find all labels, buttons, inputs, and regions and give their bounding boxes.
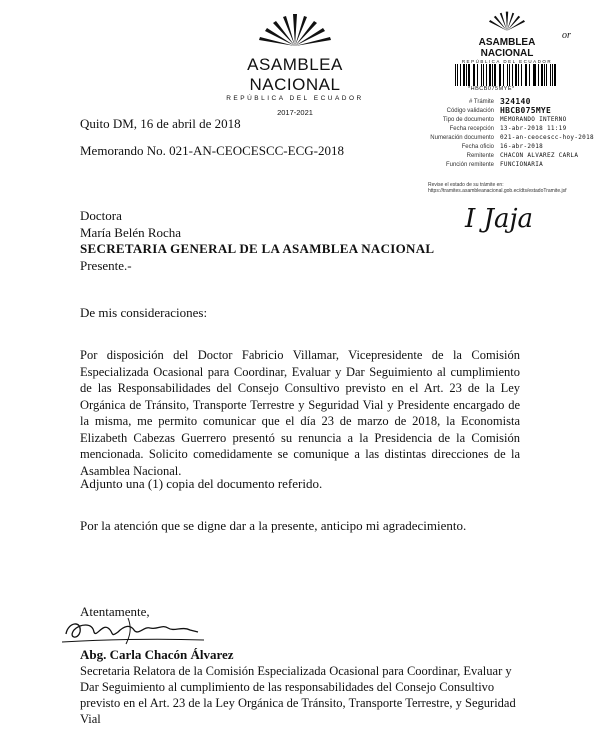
- stamp-org-name: ASAMBLEA NACIONAL: [478, 37, 536, 59]
- barcode-bar: [455, 64, 456, 86]
- barcode-bar: [507, 64, 508, 86]
- paragraph-1: Por disposición del Doctor Fabricio Villamar, Vicepresidente de la Comisión Especializada Ocasional para Coordinar, Evaluar y Dar Seguimiento al cumplimiento de las Responsabilidades del Consejo Consultivo previsto en el Art. 23 de la Ley Orgánica de Tránsito, Transporte Terrestre y Seguridad Vial y Presidente encargado de la misma, me permito comunicar que el día 23 de marzo de 2018, la Economista Elizabeth Cabezas Guerrero presentó su renuncia a la Presidencia de la Comisión mencionada. Solicito comedidamente se comunique a las distintas direcciones de la Asamblea Nacional.: [80, 348, 520, 478]
- stamp-row: Fecha recepción 13-abr-2018 11:19: [449, 125, 567, 132]
- barcode-bar: [468, 64, 469, 86]
- barcode-number: *HBCB075MYE*: [468, 86, 515, 92]
- agave-emblem-icon: [255, 8, 335, 48]
- stamp-row: Tipo de documento MEMORANDO INTERNO: [442, 116, 567, 123]
- agave-emblem-icon: [482, 8, 532, 32]
- barcode-bar: [515, 64, 517, 86]
- barcode-bar: [541, 64, 542, 86]
- stamp-row: Remitente CHACON ALVAREZ CARLA: [466, 152, 579, 159]
- recipient-closing: Presente.-: [80, 258, 132, 273]
- barcode-bar: [529, 64, 530, 86]
- barcode-bar: [503, 64, 504, 86]
- barcode-bar: [544, 64, 545, 86]
- barcode-bar: [483, 64, 484, 86]
- closing: Atentamente,: [80, 604, 150, 619]
- memo-number: Memorando No. 021-AN-CEOCESCC-ECG-2018: [80, 143, 344, 158]
- period: 2017-2021: [277, 108, 313, 117]
- stamp-org-subtitle: REPÚBLICA DEL ECUADOR: [461, 59, 553, 64]
- barcode-bar: [552, 64, 553, 86]
- paragraph-2: Adjunto una (1) copia del documento referido.: [80, 476, 323, 491]
- stamp-row: # Trámite 324140: [468, 97, 531, 106]
- barcode-bar: [534, 64, 536, 86]
- corner-mark: or: [562, 30, 571, 41]
- barcode-bar: [460, 64, 461, 86]
- barcode-bar: [538, 64, 539, 86]
- recipient-name: María Belén Rocha: [80, 225, 182, 240]
- asamblea-logo: [205, 8, 385, 117]
- barcode-bar: [466, 64, 467, 86]
- stamp-note: Revise el estado de su trámite en: https://tramites.asambleanacional.gob.ec/dts/estadoTramite.jsf: [428, 182, 567, 194]
- barcode-bar: [546, 64, 547, 86]
- org-name: ASAMBLEA NACIONAL: [247, 55, 343, 94]
- signer-name: Abg. Carla Chacón Álvarez: [80, 647, 234, 662]
- barcode-bar: [477, 64, 478, 86]
- barcode-bar: [518, 64, 519, 86]
- barcode-bar: [521, 64, 522, 86]
- greeting: De mis consideraciones:: [80, 305, 208, 320]
- stamp-row: Numeración documento 021-an-ceocescc-hoy-2018: [430, 134, 594, 141]
- stamp-signature: I Jaja: [465, 204, 534, 234]
- barcode-bar: [526, 64, 527, 86]
- barcode-bar: [512, 64, 513, 86]
- barcode: [455, 64, 559, 86]
- paragraph-3: Por la atención que se digne dar a la presente, anticipo mi agradecimiento.: [80, 518, 467, 533]
- barcode-bar: [533, 64, 534, 86]
- barcode-bar: [492, 64, 493, 86]
- barcode-bar: [481, 64, 483, 86]
- barcode-bar: [554, 64, 556, 86]
- barcode-bar: [500, 64, 501, 86]
- org-subtitle: REPÚBLICA DEL ECUADOR: [226, 95, 364, 102]
- recipient-role: SECRETARIA GENERAL DE LA ASAMBLEA NACIONAL: [80, 241, 435, 256]
- barcode-bar: [550, 64, 551, 86]
- recipient-title: Doctora: [80, 208, 122, 223]
- barcode-bar: [499, 64, 500, 86]
- barcode-bar: [494, 64, 496, 86]
- barcode-bar: [473, 64, 474, 86]
- stamp-logo: [452, 8, 562, 64]
- stamp-row: Código validación HBCB075MYE: [446, 106, 552, 115]
- stamp-table: [418, 97, 594, 169]
- barcode-bar: [509, 64, 510, 86]
- stamp-row: Función remitente FUNCIONARIA: [445, 161, 544, 168]
- place-date: Quito DM, 16 de abril de 2018: [80, 116, 241, 131]
- barcode-bar: [457, 64, 458, 86]
- barcode-bar: [489, 64, 490, 86]
- barcode-bar: [474, 64, 475, 86]
- signer-role: Secretaria Relatora de la Comisión Especializada Ocasional para Coordinar, Evaluar y Dar Seguimiento al cumplimiento de las responsabilidades del Consejo Consultivo previsto en el Art. 23 de la Ley Orgánica de Tránsito, Transporte Terrestre, y Seguridad Vial: [80, 664, 516, 726]
- stamp-row: Fecha oficio 16-abr-2018: [461, 143, 544, 150]
- barcode-bar: [486, 64, 487, 86]
- signature-block: [80, 604, 530, 727]
- handwritten-signature: [58, 614, 208, 648]
- barcode-bar: [525, 64, 526, 86]
- barcode-bar: [463, 64, 465, 86]
